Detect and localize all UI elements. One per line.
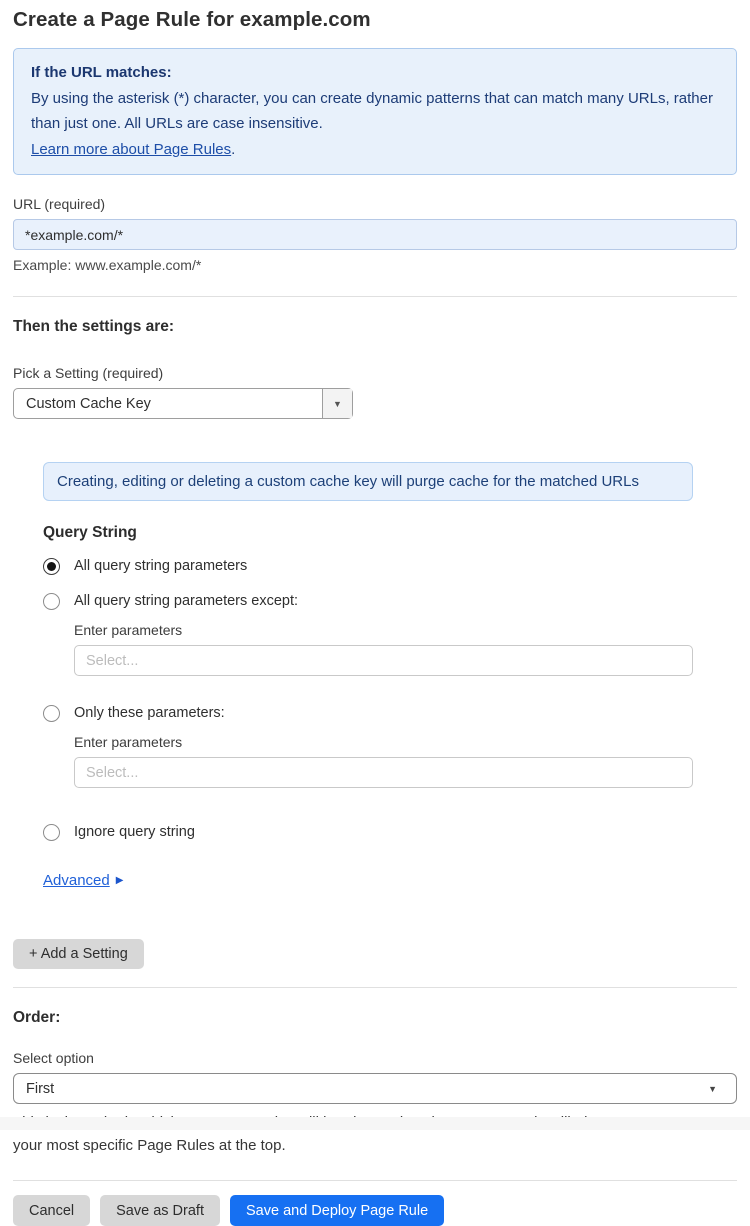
order-select-label: Select option xyxy=(13,1050,94,1066)
radio-dot xyxy=(47,597,56,606)
order-select-value: First xyxy=(26,1080,55,1097)
order-heading: Order: xyxy=(13,1009,61,1026)
radio-row-all-except xyxy=(43,590,693,612)
only-params-field xyxy=(74,734,693,788)
form-actions xyxy=(13,1195,737,1226)
setting-detail-panel xyxy=(13,462,737,890)
url-hint: Example: www.example.com/* xyxy=(13,257,202,273)
setting-select[interactable] xyxy=(13,388,353,419)
radio-row-ignore-qs xyxy=(43,821,693,843)
url-match-info-box xyxy=(13,48,737,175)
radio-only-these-label: Only these parameters: xyxy=(74,705,225,721)
save-draft-button[interactable]: Save as Draft xyxy=(100,1195,220,1226)
radio-all-except[interactable] xyxy=(43,593,60,610)
url-label: URL (required) xyxy=(13,196,106,212)
radio-ignore-qs-label: Ignore query string xyxy=(74,824,195,840)
setting-select-value: Custom Cache Key xyxy=(26,395,151,412)
radio-row-all-params xyxy=(43,555,693,577)
learn-more-link[interactable]: Learn more about Page Rules xyxy=(31,141,232,158)
radio-only-these[interactable] xyxy=(43,705,60,722)
radio-all-params[interactable] xyxy=(43,558,60,575)
page-title: Create a Page Rule for example.com xyxy=(13,8,371,31)
radio-dot xyxy=(47,828,56,837)
radio-dot xyxy=(47,562,56,571)
purge-cache-notice: Creating, editing or deleting a custom cache key will purge cache for the matched URLs xyxy=(43,462,693,501)
radio-all-except-label: All query string parameters except: xyxy=(74,593,299,609)
except-params-field xyxy=(74,622,693,676)
save-deploy-button[interactable]: Save and Deploy Page Rule xyxy=(230,1195,444,1226)
section-divider xyxy=(13,1180,737,1181)
advanced-link-label: Advanced xyxy=(43,872,110,889)
enter-parameters-label: Enter parameters xyxy=(74,734,183,750)
section-divider xyxy=(13,296,737,297)
section-divider xyxy=(13,987,737,988)
order-help-text: your most specific Page Rules at the top. xyxy=(13,1137,286,1154)
add-setting-button[interactable]: + Add a Setting xyxy=(13,939,144,969)
chevron-down-icon: ▼ xyxy=(708,1083,717,1094)
radio-ignore-qs[interactable] xyxy=(43,824,60,841)
radio-all-params-label: All query string parameters xyxy=(74,558,248,574)
footer-strip xyxy=(0,1117,750,1130)
only-params-input[interactable] xyxy=(74,757,693,788)
chevron-down-icon[interactable]: ▼ xyxy=(322,389,352,418)
radio-dot xyxy=(47,709,56,718)
cancel-button[interactable]: Cancel xyxy=(13,1195,90,1226)
query-string-heading: Query String xyxy=(43,524,137,541)
enter-parameters-label: Enter parameters xyxy=(74,622,183,638)
order-select[interactable] xyxy=(13,1073,737,1104)
settings-heading: Then the settings are: xyxy=(13,318,175,335)
advanced-link[interactable] xyxy=(43,872,123,889)
info-box-body: By using the asterisk (*) character, you can create dynamic patterns that can match many URLs, rather than just one. All URLs are case insensitive. xyxy=(31,90,713,132)
info-box-heading: If the URL matches: xyxy=(31,64,172,81)
radio-row-only-these xyxy=(43,702,693,724)
except-params-input[interactable] xyxy=(74,645,693,676)
info-link-period: . xyxy=(231,141,236,158)
chevron-right-icon: ▶ xyxy=(115,875,124,886)
url-input[interactable] xyxy=(13,219,737,250)
info-link-row xyxy=(31,137,719,162)
pick-setting-label: Pick a Setting (required) xyxy=(13,365,164,381)
